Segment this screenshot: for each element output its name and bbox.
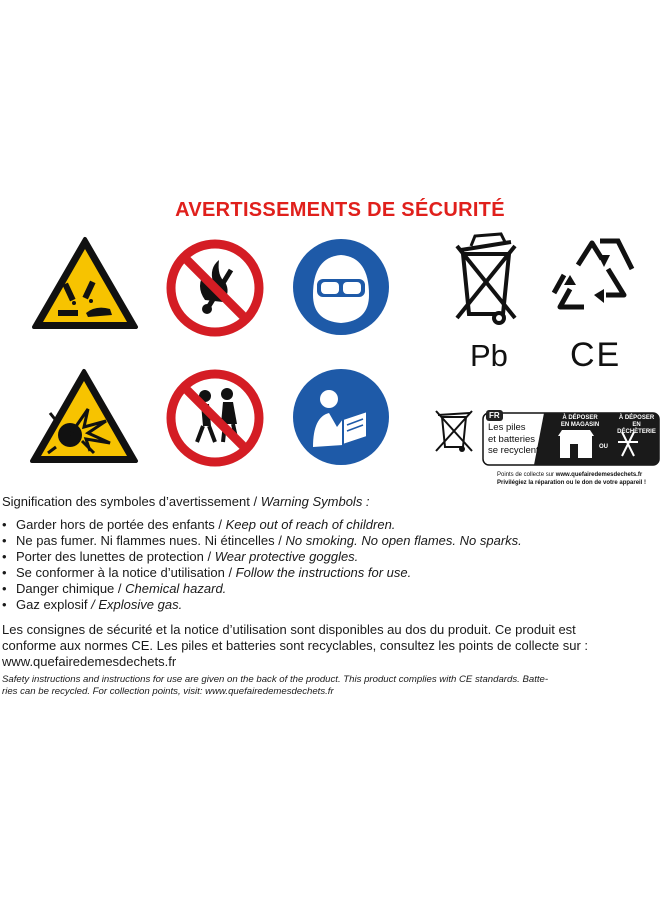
magasin-line: EN MAGASIN — [560, 422, 600, 428]
piles-line: Les piles — [488, 422, 526, 433]
collection-points-note — [497, 471, 646, 487]
bullet: • — [2, 517, 7, 532]
wear-goggles-icon — [291, 237, 391, 337]
piles-line: et batteries — [488, 433, 535, 445]
explosive-hazard-icon — [28, 367, 140, 467]
list-item — [2, 565, 657, 581]
page-title: AVERTISSEMENTS DE SÉCURITÉ — [175, 199, 505, 221]
item-fr: Gaz explosif — [16, 597, 92, 612]
paragraph-line: Les consignes de sécurité et la notice d’utilisation sont disponibles au dos du produit. Ce produit est — [2, 622, 576, 637]
item-en: Follow the instructions for use. — [235, 565, 412, 580]
item-fr: Danger chimique / — [16, 581, 126, 596]
bullet: • — [2, 549, 7, 564]
list-item — [2, 597, 657, 613]
corrosive-hazard-icon — [30, 235, 140, 333]
list-item — [2, 517, 657, 533]
points-url: www.quefairedemesdechets.fr — [555, 472, 643, 478]
paragraph-line: Safety instructions and instructions for use are given on the back of the product. This product complies with CE standards. Batte- — [2, 674, 549, 685]
read-manual-icon — [291, 367, 391, 467]
keep-away-from-children-icon — [165, 368, 265, 468]
deposit-in-store — [556, 415, 604, 429]
paragraph-line: www.quefairedemesdechets.fr — [2, 654, 177, 669]
item-fr: Porter des lunettes de protection / — [16, 549, 215, 564]
points-prefix: Points de collecte sur — [497, 472, 556, 478]
bullet: • — [2, 597, 7, 612]
decheterie-line: EN DÉCHÈTERIE — [617, 422, 656, 435]
deposit-at-recycling-centre — [613, 415, 660, 436]
item-en: Wear protective goggles. — [214, 549, 359, 564]
decheterie-line: À DÉPOSER — [618, 415, 655, 421]
item-fr: Ne pas fumer. Ni flammes nues. Ni étincelles / — [16, 533, 286, 548]
piles-text — [488, 422, 539, 457]
bullet: • — [2, 581, 7, 596]
item-en: / Explosive gas. — [91, 597, 183, 612]
item-en: Keep out of reach of children. — [225, 517, 396, 532]
repair-note: Privilégiez la réparation ou le don de votre appareil ! — [497, 480, 647, 486]
meaning-heading — [2, 494, 657, 510]
list-item — [2, 533, 657, 549]
ce-mark: CE — [570, 336, 622, 374]
english-paragraph — [2, 674, 657, 697]
paragraph-line: conforme aux normes CE. Les piles et batteries sont recyclables, consultez les points de collecte sur : — [2, 638, 589, 653]
fr-tag: FR — [486, 410, 503, 421]
item-fr: Garder hors de portée des enfants / — [16, 517, 226, 532]
item-en: Chemical hazard. — [125, 581, 227, 596]
crossed-out-wheelie-bin-icon — [453, 232, 519, 328]
symbols-meaning-section — [2, 494, 657, 697]
no-open-flame-icon — [165, 238, 265, 338]
item-en: No smoking. No open flames. No sparks. — [285, 533, 522, 548]
or-label: OU — [599, 444, 608, 450]
paragraph-line: ries can be recycled. For collection points, visit: www.quefairedemesdechets.fr — [2, 685, 334, 697]
bullet: • — [2, 565, 7, 580]
magasin-line: À DÉPOSER — [562, 415, 598, 421]
list-item — [2, 549, 657, 565]
small-crossed-bin-icon — [434, 407, 474, 455]
heading-en: Warning Symbols : — [260, 494, 370, 509]
french-paragraph — [2, 622, 657, 670]
meaning-list — [2, 517, 657, 613]
bullet: • — [2, 533, 7, 548]
piles-line: se recyclent — [488, 445, 539, 456]
heading-fr: Signification des symboles d’avertissement / — [2, 494, 261, 509]
lead-mark: Pb — [470, 338, 508, 373]
recycling-icon — [548, 235, 640, 317]
list-item — [2, 581, 657, 597]
item-fr: Se conformer à la notice d’utilisation / — [16, 565, 236, 580]
